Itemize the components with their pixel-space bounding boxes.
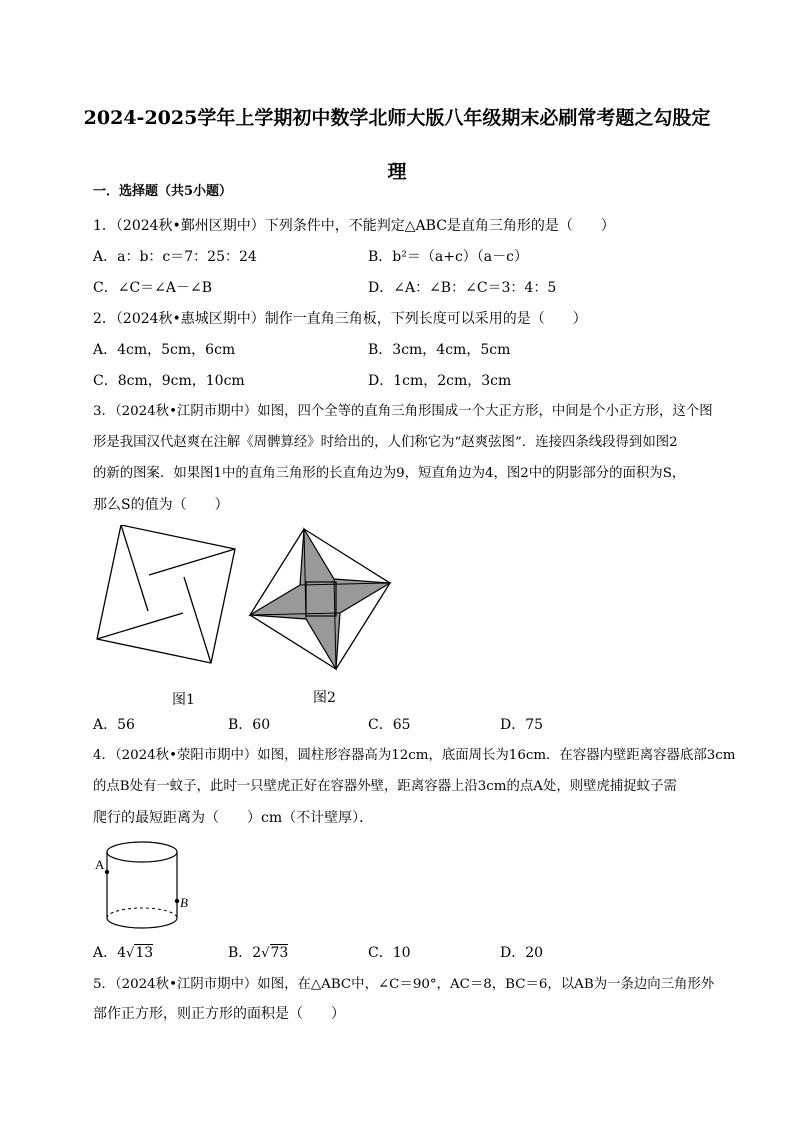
q2-option-b: B．3cm，4cm，5cm <box>368 342 511 358</box>
q3-option-b: B．60 <box>228 717 271 733</box>
q5-line-1: 5．（2024秋•江阴市期中）如图，在△ABC中，∠C＝90°，AC＝8，BC＝6，以AB为一条边向三角形外 <box>93 977 715 992</box>
q4-option-b-prefix: B．2 <box>228 945 262 961</box>
q3-figure-1-caption: 图1 <box>172 692 195 708</box>
leg-line <box>121 525 148 611</box>
q2-option-d: D．1cm，2cm，3cm <box>368 373 512 389</box>
q3-line-3: 的新的图案．如果图1中的直角三角形的长直角边为9，短直角边为4，图2中的阴影部分的面积为S， <box>93 466 686 481</box>
q3-line-1: 3．（2024秋•江阴市期中）如图，四个全等的直角三角形围成一个大正方形，中间是个小正方形，这个图 <box>93 404 713 419</box>
title-line-1: 2024-2025学年上学期初中数学北师大版八年级期末必刷常考题之勾股定 <box>83 107 711 129</box>
q2-option-c: C．8cm，9cm，10cm <box>93 373 245 389</box>
q3-figure-1 <box>95 525 245 670</box>
point-b-label: B <box>180 895 188 910</box>
cylinder-bottom-front <box>107 918 177 928</box>
point-a-label: A <box>95 857 105 872</box>
q4-option-a-radicand: 13 <box>135 945 154 961</box>
leg-line <box>149 549 235 575</box>
cylinder-top <box>107 842 177 862</box>
q4-line-2: 的点B处有一蚊子，此时一只壁虎正好在容器外壁，距离容器上沿3cm的点A处，则壁虎捕捉蚊子需 <box>93 779 677 794</box>
q2-stem: 2．（2024秋•惠城区期中）制作一直角三角板，下列长度可以采用的是（ ） <box>93 311 587 327</box>
title-line-2: 理 <box>387 161 407 183</box>
q1-option-a: A．a：b：c＝7：25：24 <box>93 249 257 265</box>
q4-line-1: 4．（2024秋•荥阳市期中）如图，圆柱形容器高为12cm，底面周长为16cm．在容器内壁距离容器底部3cm <box>93 748 736 763</box>
q1-option-d: D．∠A：∠B：∠C＝3：4：5 <box>368 280 557 296</box>
q4-line-3: 爬行的最短距离为（ ）cm（不计壁厚）． <box>93 810 374 826</box>
point-b-dot <box>175 899 179 903</box>
q4-option-d: D．20 <box>500 945 544 961</box>
q3-figure-2 <box>248 527 393 672</box>
q2-option-a: A．4cm，5cm，6cm <box>93 342 236 358</box>
q5-line-2: 部作正方形，则正方形的面积是（ ） <box>93 1006 345 1022</box>
q3-option-c: C．65 <box>368 717 411 733</box>
q4-option-b: B．2√73 <box>228 945 289 961</box>
q3-option-d: D．75 <box>500 717 544 733</box>
q3-line-2: 形是我国汉代赵爽在注解《周髀算经》时给出的，人们称它为“赵爽弦图”．连接四条线段得到如图2 <box>93 435 678 450</box>
outer-square <box>97 525 235 663</box>
document-title <box>60 97 734 193</box>
section-heading: 一．选择题（共5小题） <box>93 184 233 199</box>
q4-option-a-prefix: A．4 <box>93 945 127 961</box>
q3-figure-2-caption: 图2 <box>313 690 336 706</box>
q1-option-c: C．∠C＝∠A－∠B <box>93 280 213 296</box>
shaded-star <box>250 529 390 669</box>
q1-option-b: B．b²＝（a+c）（a－c） <box>368 249 528 265</box>
point-a-dot <box>105 870 109 874</box>
q4-option-b-radicand: 73 <box>270 945 289 961</box>
leg-line <box>97 613 183 639</box>
cylinder-bottom-back <box>107 908 177 918</box>
q4-option-c: C．10 <box>368 945 411 961</box>
q4-option-a: A．4√13 <box>93 945 154 961</box>
q3-option-a: A．56 <box>93 717 135 733</box>
q1-stem: 1．（2024秋•鄞州区期中）下列条件中，不能判定△ABC是直角三角形的是（ ） <box>93 218 615 234</box>
q3-line-4: 那么S的值为（ ） <box>93 497 229 513</box>
leg-line <box>184 577 211 663</box>
q4-cylinder-figure <box>92 840 202 940</box>
